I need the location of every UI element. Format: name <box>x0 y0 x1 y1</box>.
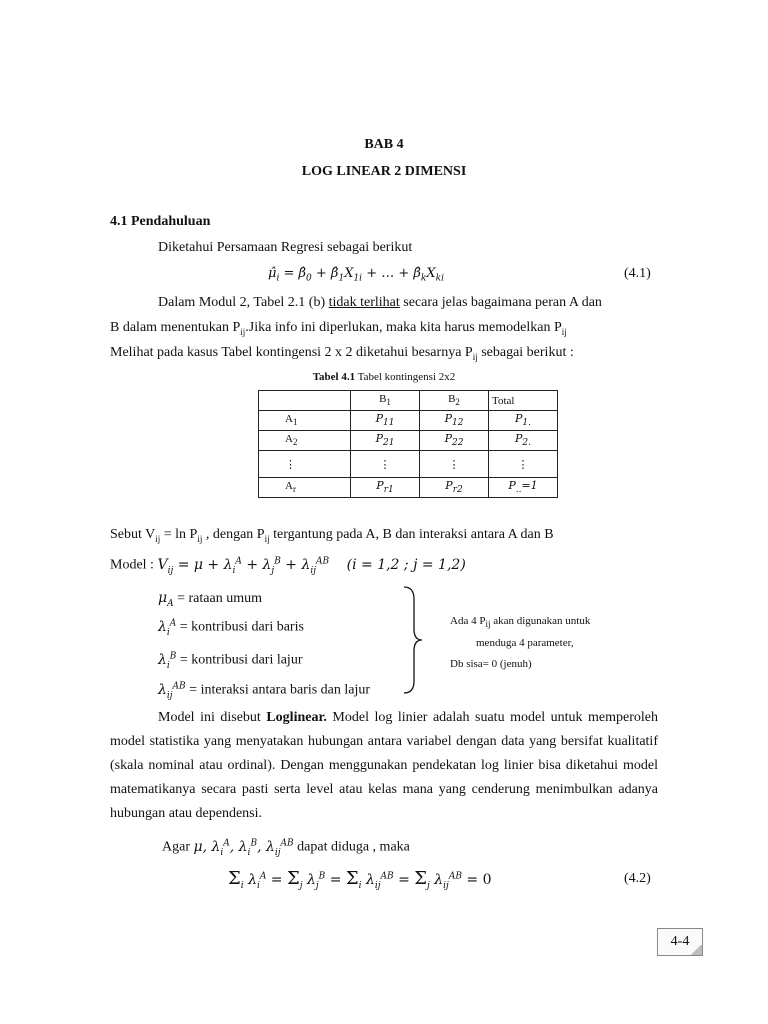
note-line3: Db sisa= 0 (jenuh) <box>450 658 532 670</box>
paragraph-loglinear: Model ini disebut Loglinear. Model log linier adalah suatu model untuk memperoleh model statistika yang menyatakan hubungan antara variabel dengan data yang bersifat kualitatif (skala nominal atau ordinal). Dengan menggunakan pendekatan log linier bisa diketahui model matematikanya secara pasti serta level atau kelas mana yang cenderung menimbulkan adanya hubungan atau dependensi. <box>110 710 658 821</box>
table-row <box>259 451 558 478</box>
paragraph-modul-line2: B dalam menentukan $P_{ij}.Jika$ info ini diperlukan, maka kita harus memodelkan $P_{ij}$ <box>110 320 567 337</box>
cell-p12: $P_{12}$ <box>420 411 489 431</box>
table-row <box>259 411 558 431</box>
table-cell-empty <box>259 391 351 411</box>
contingency-table <box>258 390 558 498</box>
row-label-a2: $A_2$ <box>259 431 351 451</box>
page-fold-icon <box>690 945 702 955</box>
definition-lambda-b: $\lambda_i^B$ = kontribusi dari lajur <box>158 651 303 671</box>
header-b2: $B_2$ <box>420 391 489 411</box>
table-row <box>259 478 558 498</box>
equation-constraints: $\Sigma_i$ $\lambda_i^A = \Sigma_j$ $\lambda_j^B = \Sigma_i$ $\lambda_{ij}^{AB} = \Sigma_j$ $\lambda_{ij}^{AB} = 0$ <box>228 868 492 891</box>
cell-pr2: $P_{r2}$ <box>420 478 489 498</box>
cell-dots: ⋮ <box>420 451 489 478</box>
cell-grand-total: $P_{..}=1$ <box>489 478 558 498</box>
section-heading: 4.1 Pendahuluan <box>110 214 211 229</box>
definition-vij: Sebut $V_{ij} = \ln P_{ij}$ , dengan $P_{ij}$ tergantung pada A, B dan interaksi antara A dan B <box>110 527 554 544</box>
table-caption: Tabel 4.1 Tabel kontingensi 2x2 <box>312 371 456 383</box>
cell-p11: $P_{11}$ <box>351 411 420 431</box>
row-label-a1: $A_1$ <box>259 411 351 431</box>
row-label-ar: $A_r$ <box>259 478 351 498</box>
curly-brace-icon <box>400 585 424 695</box>
definition-mu: $\mu_A$ = rataan umum <box>158 590 262 609</box>
cell-dots: ⋮ <box>489 451 558 478</box>
cell-p1-total: $P_{1.}$ <box>489 411 558 431</box>
cell-p2-total: $P_{2.}$ <box>489 431 558 451</box>
table-row <box>259 391 558 411</box>
cell-p21: $P_{21}$ <box>351 431 420 451</box>
row-label-dots: ⋮ <box>259 451 351 478</box>
equation-number-4-2: (4.2) <box>624 871 651 886</box>
chapter-label: BAB 4 <box>364 137 404 152</box>
agar-line: Agar μ, $\lambda_i^A$, $\lambda_i^B$, $\lambda_{ij}^{AB}$ dapat diduga , maka <box>162 838 410 858</box>
note-line1: Ada 4 $P_{ij}$ akan digunakan untuk <box>450 615 591 630</box>
definition-lambda-a: $\lambda_i^A$ = kontribusi dari baris <box>158 618 304 638</box>
note-line2: menduga 4 parameter, <box>476 637 574 649</box>
paragraph-modul-line1: Dalam Modul 2, Tabel 2.1 (b) tidak terlihat secara jelas bagaimana peran A dan <box>158 295 602 310</box>
paragraph-modul-line3: Melihat pada kasus Tabel kontingensi 2 x 2 diketahui besarnya $P_{ij}$ sebagai berikut : <box>110 345 574 362</box>
page-number: 4-4 <box>657 928 703 956</box>
equation-number-4-1: (4.1) <box>624 266 651 281</box>
header-total: Total <box>489 391 558 411</box>
cell-pr1: $P_{r1}$ <box>351 478 420 498</box>
equation-regression: $\mû_i$ = $\betâ_0$ + $\betâ_1X_{1i}$ + … + $\betâ_kX_{ki}$ <box>268 266 444 284</box>
cell-dots: ⋮ <box>351 451 420 478</box>
table-row <box>259 431 558 451</box>
model-equation: Model : $V_{ij} = \mu + \lambda_i^A + \lambda_j^B + \lambda_{ij}^{AB}$ (i = 1,2 ; j = 1,2) <box>110 556 466 576</box>
chapter-title: LOG LINEAR 2 DIMENSI <box>301 164 467 179</box>
cell-p22: $P_{22}$ <box>420 431 489 451</box>
intro-line: Diketahui Persamaan Regresi sebagai berikut <box>158 240 413 255</box>
header-b1: $B_1$ <box>351 391 420 411</box>
definition-lambda-ab: $\lambda_{ij}^{AB}$ = interaksi antara baris dan lajur <box>158 681 371 701</box>
